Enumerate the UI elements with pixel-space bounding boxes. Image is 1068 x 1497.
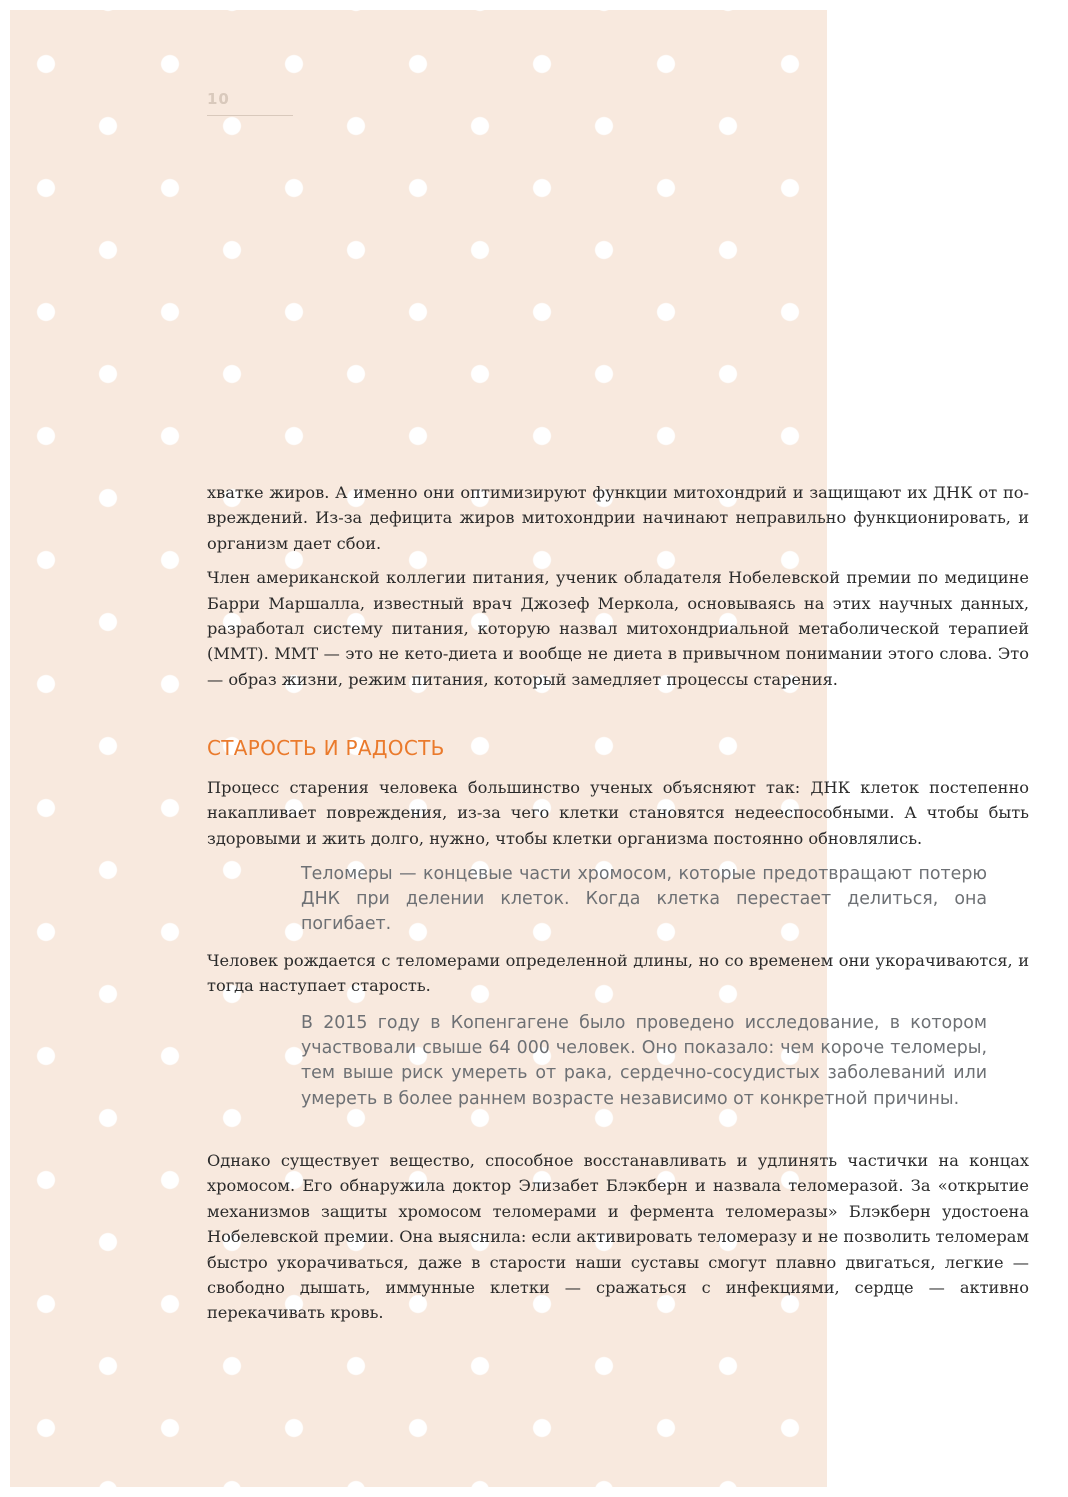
paragraph: Человек рождается с теломерами определенной длины, но со временем они укорачиваются, и тогда наступает старость.: [207, 951, 1029, 996]
pull-quote-study: В 2015 году в Копенгагене было проведено исследование, в котором участвовали свыше 64 000 человек. Оно показало: чем короче теломеры, тем выше риск умереть от рака, сердечно-сосудистых заболеваний или умереть в более раннем возрасте независимо от конкретной причины.: [301, 1013, 987, 1109]
paragraph: Процесс старения человека большинство ученых объясняют так: ДНК клеток постепенно накапливает повреждения, из-за чего клетки становятся недееспособными. А чтобы быть здоровыми и жить долго, нужно, чтобы клетки организма постоянно обновлялись.: [207, 778, 1029, 848]
pull-quote-telomeres: Теломеры — концевые части хромосом, которые предотвращают потерю ДНК при делении клеток. Когда клетка перестает делиться, она погибает.: [301, 864, 987, 935]
paragraph: Однако существует вещество, способное восстанавливать и удлинять частички на концах хромосом. Его обнаружила доктор Элизабет Блэкберн и назвала теломеразой. За «открытие механизмов защиты хромосом теломерами и фермента теломеразы» Блэкберн удостоена Нобелевской премии. Она выяснила: если активировать теломеразу и не позволить теломерам быстро укорачиваться, даже в старости наши суставы смогут плавно двигаться, легкие — свободно дышать, иммунные клетки — сражаться с инфекциями, сердце — активно перекачивать кровь.: [207, 1151, 1029, 1323]
intro-text: [207, 480, 1029, 692]
paragraph: хватке жиров. А именно они оптимизируют функции митохондрий и защищают их ДНК от повреждений. Из-за дефицита жиров митохондрии начинают неправильно функционировать, и организм дает сбои.: [207, 483, 1029, 553]
paragraph: Член американской коллегии питания, ученик обладателя Нобелевской премии по медицине Барри Маршалла, известный врач Джозеф Меркола, основываясь на этих научных данных, разработал систему питания, которую назвал митохондриальной метаболической терапией (ММТ). ММТ — это не кето-диета и вообще не диета в привычном понимании этого слова. Это — образ жизни, режим питания, который замедляет процессы старения.: [207, 568, 1029, 689]
section-paragraph-2: [207, 948, 1029, 999]
section-paragraph-3: [207, 1148, 1029, 1326]
page-number: 10: [207, 90, 293, 116]
section-heading: СТАРОСТЬ И РАДОСТЬ: [207, 736, 445, 760]
section-paragraph-1: [207, 775, 1029, 851]
